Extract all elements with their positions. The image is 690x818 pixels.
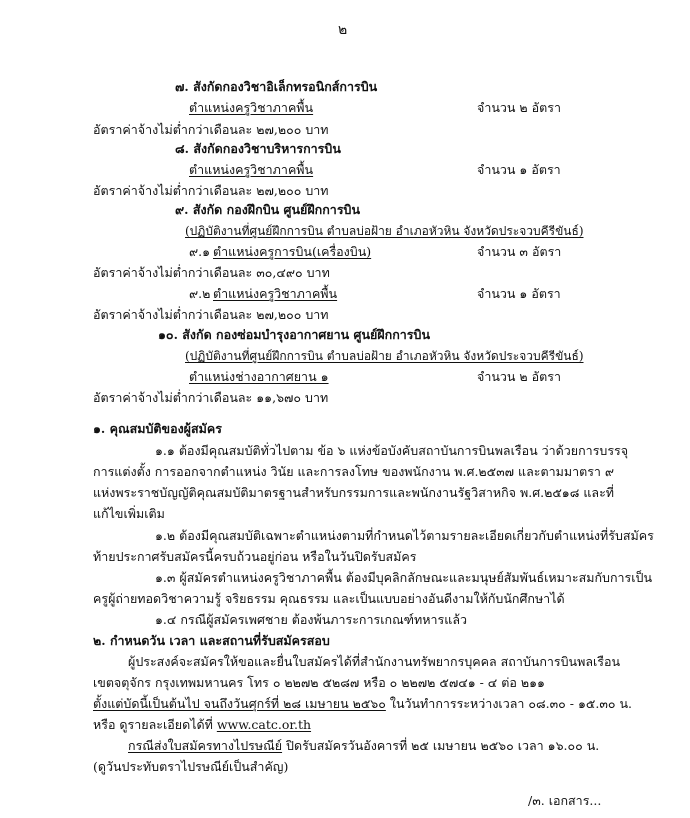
- section-2-line-2: เขตจตุจักร กรุงเทพมหานคร โทร ๐ ๒๒๗๒ ๕๒๘๗ หรือ ๐ ๒๒๗๒ ๕๗๔๑ - ๔ ต่อ ๒๑๑: [93, 675, 545, 690]
- position-9-2-count: จำนวน ๑ อัตรา: [477, 286, 561, 301]
- page-number: ๒: [338, 22, 348, 38]
- position-10-count: จำนวน ๒ อัตรา: [477, 369, 561, 384]
- section-1-1-line-4: แก้ไขเพิ่มเติม: [93, 506, 165, 521]
- section-2-line-1: ผู้ประสงค์จะสมัครให้ขอและยื่นใบสมัครได้ที่สำนักงานทรัพยากรบุคคล สถาบันการบินพลเรือน: [128, 654, 621, 669]
- section-1-3-line-2: ครูผู้ถ่ายทอดวิชาความรู้ จริยธรรม คุณธรรม และเป็นแบบอย่างอันดีงามให้กับนักศึกษาได้: [93, 591, 565, 606]
- section-2-line-5: [128, 738, 599, 754]
- position-9-1-title: ตำแหน่งครูการบิน(เครื่องบิน): [213, 244, 372, 259]
- section-1-1-line-2: การแต่งตั้ง การออกจากตำแหน่ง วินัย และการลงโทษ ของพนักงาน พ.ศ.๒๕๓๗ และตามมาตรา ๙: [93, 464, 615, 479]
- position-9-2-salary: อัตราค่าจ้างไม่ต่ำกว่าเดือนละ ๒๗,๒๐๐ บาท: [93, 307, 329, 322]
- postal-deadline: ปิดรับสมัครวันอังคารที่ ๒๕ เมษายน ๒๕๖๐ เวลา ๑๖.๐๐ น.: [282, 738, 600, 753]
- details-prefix: หรือ ดูรายละเอียดได้ที่: [93, 717, 217, 732]
- website-link[interactable]: www.catc.or.th: [216, 717, 312, 732]
- position-10-title: ตำแหน่งช่างอากาศยาน ๑: [189, 369, 329, 384]
- section-2-line-4: [93, 717, 311, 733]
- section-1-4: ๑.๔ กรณีผู้สมัครเพศชาย ต้องพ้นภาระการเกณฑ์ทหารแล้ว: [155, 612, 467, 627]
- position-7-count: จำนวน ๒ อัตรา: [477, 100, 561, 115]
- position-8-count: จำนวน ๑ อัตรา: [477, 162, 561, 177]
- position-9-1-count: จำนวน ๓ อัตรา: [477, 244, 562, 259]
- section-2-line-6: (ดูวันประทับตราไปรษณีย์เป็นสำคัญ): [93, 759, 289, 774]
- position-9-1-salary: อัตราค่าจ้างไม่ต่ำกว่าเดือนละ ๓๐,๔๙๐ บาท: [93, 265, 330, 280]
- section-1-3-line-1: ๑.๓ ผู้สมัครตำแหน่งครูวิชาภาคพื้น ต้องมีบุคลิกลักษณะและมนุษย์สัมพันธ์เหมาะสมกับการเป็น: [155, 570, 652, 585]
- position-8-salary: อัตราค่าจ้างไม่ต่ำกว่าเดือนละ ๒๗,๒๐๐ บาท: [93, 183, 329, 198]
- section-1-2-line-1: ๑.๒ ต้องมีคุณสมบัติเฉพาะตำแหน่งตามที่กำหนดไว้ตามรายละเอียดเกี่ยวกับตำแหน่งที่รับสมัคร: [155, 528, 654, 543]
- page-footer-continuation: /๓. เอกสาร...: [528, 793, 602, 808]
- position-8-heading: ๘. สังกัดกองวิชาบริหารการบิน: [175, 141, 341, 156]
- section-2-line-3: [93, 696, 632, 712]
- section-1-1-line-1: ๑.๑ ต้องมีคุณสมบัติทั่วไปตาม ข้อ ๖ แห่งข้อบังคับสถาบันการบินพลเรือน ว่าด้วยการบรรจุ: [155, 443, 629, 458]
- position-9-location: (ปฏิบัติงานที่ศูนย์ฝึกการบิน ตำบลบ่อฝ้าย อำเภอหัวหิน จังหวัดประจวบคีรีขันธ์): [185, 224, 584, 238]
- position-10-salary: อัตราค่าจ้างไม่ต่ำกว่าเดือนละ ๑๑,๖๗๐ บาท: [93, 390, 329, 405]
- position-8-title: ตำแหน่งครูวิชาภาคพื้น: [189, 162, 314, 177]
- postal-application: กรณีส่งใบสมัครทางไปรษณีย์: [128, 738, 283, 753]
- position-9-1-number: ๙.๑: [189, 244, 211, 259]
- position-9-2-title: ตำแหน่งครูวิชาภาคพื้น: [213, 286, 338, 301]
- section-1-2-line-2: ท้ายประกาศรับสมัครนี้ครบถ้วนอยู่ก่อน หรือในวันปิดรับสมัคร: [93, 549, 417, 564]
- position-7-heading: ๗. สังกัดกองวิชาอิเล็กทรอนิกส์การบิน: [175, 79, 378, 94]
- section-1-heading: ๑. คุณสมบัติของผู้สมัคร: [93, 421, 222, 436]
- position-7-salary: อัตราค่าจ้างไม่ต่ำกว่าเดือนละ ๒๗,๒๐๐ บาท: [93, 122, 329, 137]
- section-1-1-line-3: แห่งพระราชบัญญัติคุณสมบัติมาตรฐานสำหรับกรรมการและพนักงานรัฐวิสาหกิจ พ.ศ.๒๕๑๘ และที่: [93, 485, 615, 500]
- section-2-heading: ๒. กำหนดวัน เวลา และสถานที่รับสมัครสอบ: [93, 633, 330, 648]
- office-hours: ในวันทำการระหว่างเวลา ๐๘.๓๐ - ๑๕.๓๐ น.: [385, 696, 632, 711]
- position-10-location: (ปฏิบัติงานที่ศูนย์ฝึกการบิน ตำบลบ่อฝ้าย อำเภอหัวหิน จังหวัดประจวบคีรีขันธ์): [185, 349, 584, 363]
- position-7-title: ตำแหน่งครูวิชาภาคพื้น: [189, 100, 314, 115]
- position-9-heading: ๙. สังกัด กองฝึกบิน ศูนย์ฝึกการบิน: [175, 202, 361, 217]
- position-10-heading: ๑๐. สังกัด กองซ่อมบำรุงอากาศยาน ศูนย์ฝึกการบิน: [158, 327, 430, 342]
- application-period: ตั้งแต่บัดนี้เป็นต้นไป จนถึงวันศุกร์ที่ ๒๘ เมษายน ๒๕๖๐: [93, 696, 386, 711]
- position-9-2-number: ๙.๒: [189, 286, 211, 301]
